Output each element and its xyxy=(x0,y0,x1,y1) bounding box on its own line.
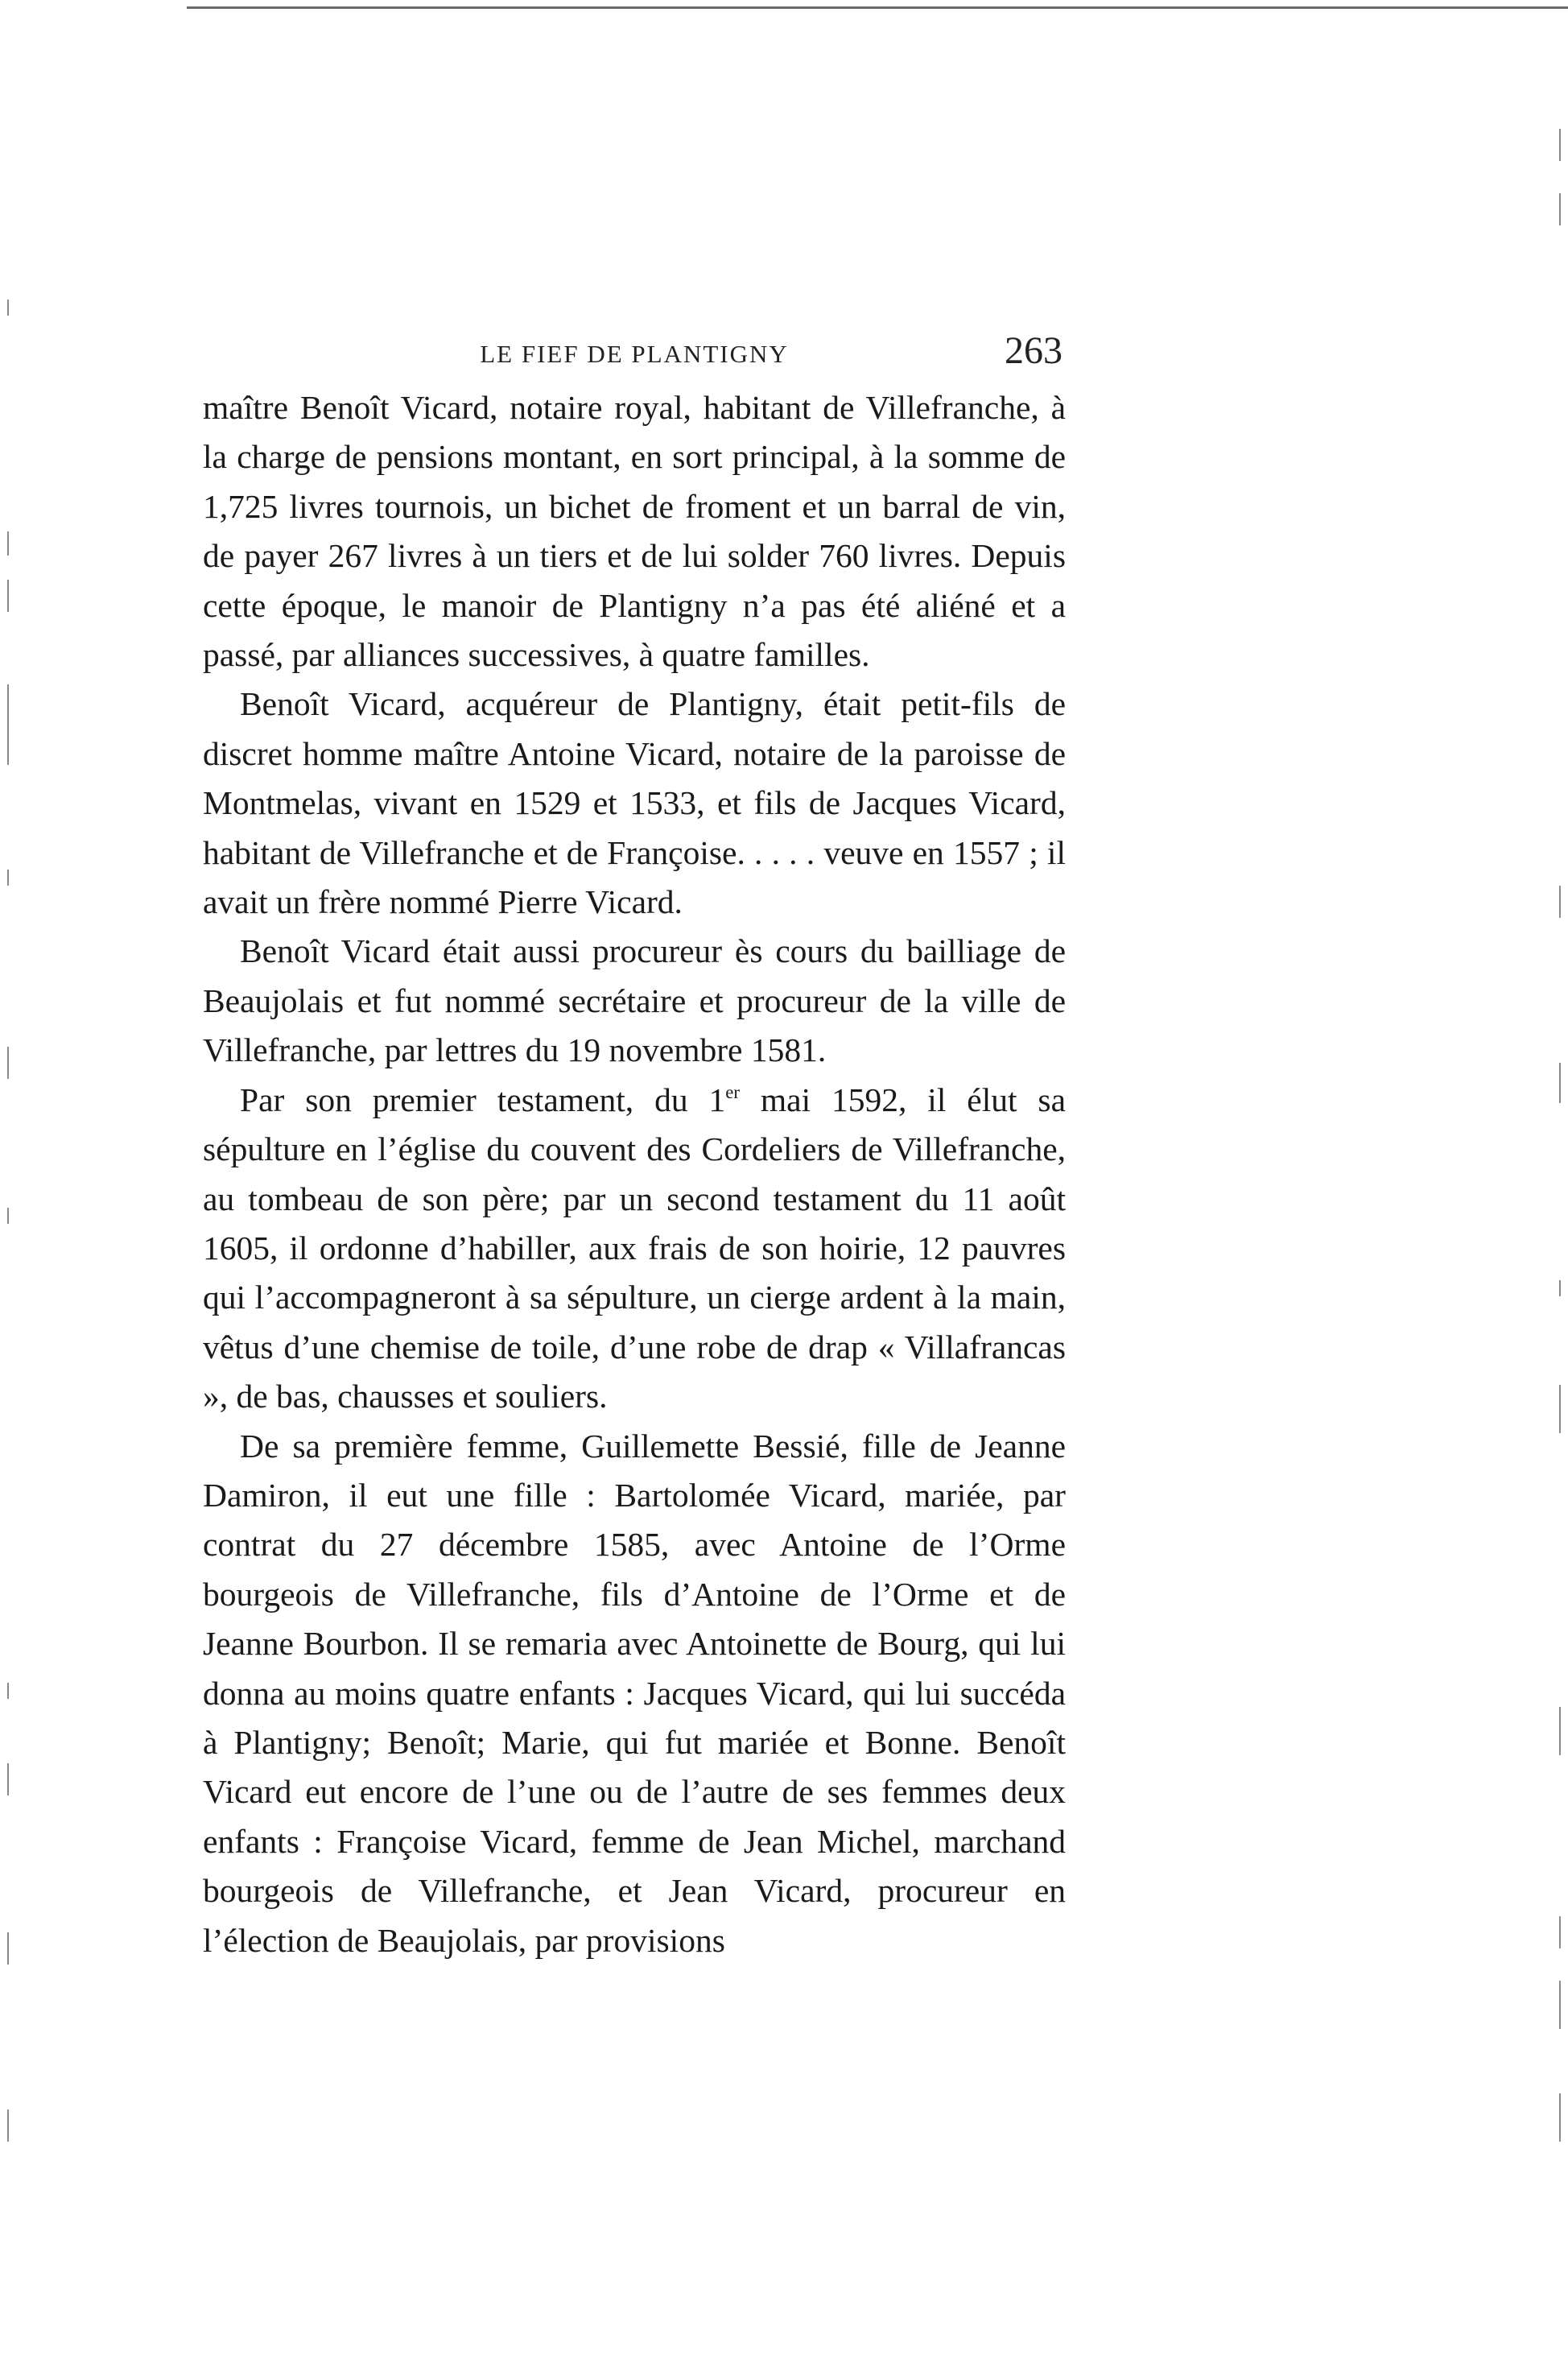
body-text xyxy=(203,383,1066,1965)
book-page xyxy=(203,322,1066,1965)
paragraph-5: De sa première femme, Guillemette Bessié, fille de Jeanne Damiron, il eut une fille : Bartolomée Vicard, mariée, par contrat du 27 décembre 1585, avec Antoine de l’Orme bourgeois de Villefranche, fils d’Antoine de l’Orme et de Jeanne Bourbon. Il se remaria avec Antoinette de Bourg, qui lui donna au moins quatre enfants : Jacques Vicard, qui lui succéda à Plantigny; Benoît; Marie, qui fut mariée et Bonne. Benoît Vicard eut encore de l’une ou de l’autre de ses femmes deux enfants : Françoise Vicard, femme de Jean Michel, marchand bourgeois de Villefranche, et Jean Vicard, procureur en l’élection de Beaujolais, par provisions xyxy=(203,1427,1066,1959)
ordinal-superscript: er xyxy=(725,1081,740,1102)
running-title: LE FIEF DE PLANTIGNY xyxy=(480,340,789,368)
paragraph-1: maître Benoît Vicard, notaire royal, habitant de Villefranche, à la charge de pensions montant, en sort principal, à la somme de 1,725 livres tournois, un bichet de froment et un barral de vin, de payer 267 livres à un tiers et de lui solder 760 livres. Depuis cette époque, le manoir de Plantigny n’a pas été aliéné et a passé, par alliances successives, à quatre familles. xyxy=(203,389,1066,674)
paragraph-4-start: Par son premier testament, du 1 xyxy=(240,1081,726,1118)
running-header xyxy=(203,322,1066,378)
paragraph-4-rest: mai 1592, il élut sa sépulture en l’église du couvent des Cordeliers de Villefranche, au tombeau de son père; par un second testament du 11 août 1605, il ordonne d’habiller, aux frais de son hoirie, 12 pauvres qui l’accompagneront à sa sépulture, un cierge ardent à la main, vêtus d’une chemise de toile, d’une robe de drap « Villafrancas », de bas, chausses et souliers. xyxy=(203,1081,1066,1415)
page-number: 263 xyxy=(1005,329,1063,372)
top-border-rule xyxy=(187,6,1568,9)
paragraph-3: Benoît Vicard était aussi procureur ès cours du bailliage de Beaujolais et fut nommé secrétaire et procureur de la ville de Villefranche, par lettres du 19 novembre 1581. xyxy=(203,932,1066,1069)
paragraph-2: Benoît Vicard, acquéreur de Plantigny, était petit-fils de discret homme maître Antoine Vicard, notaire de la paroisse de Montmelas, vivant en 1529 et 1533, et fils de Jacques Vicard, habitant de Villefranche et de Françoise. . . . . veuve en 1557 ; il avait un frère nommé Pierre Vicard. xyxy=(203,685,1066,921)
paragraph-4 xyxy=(203,1076,1066,1422)
